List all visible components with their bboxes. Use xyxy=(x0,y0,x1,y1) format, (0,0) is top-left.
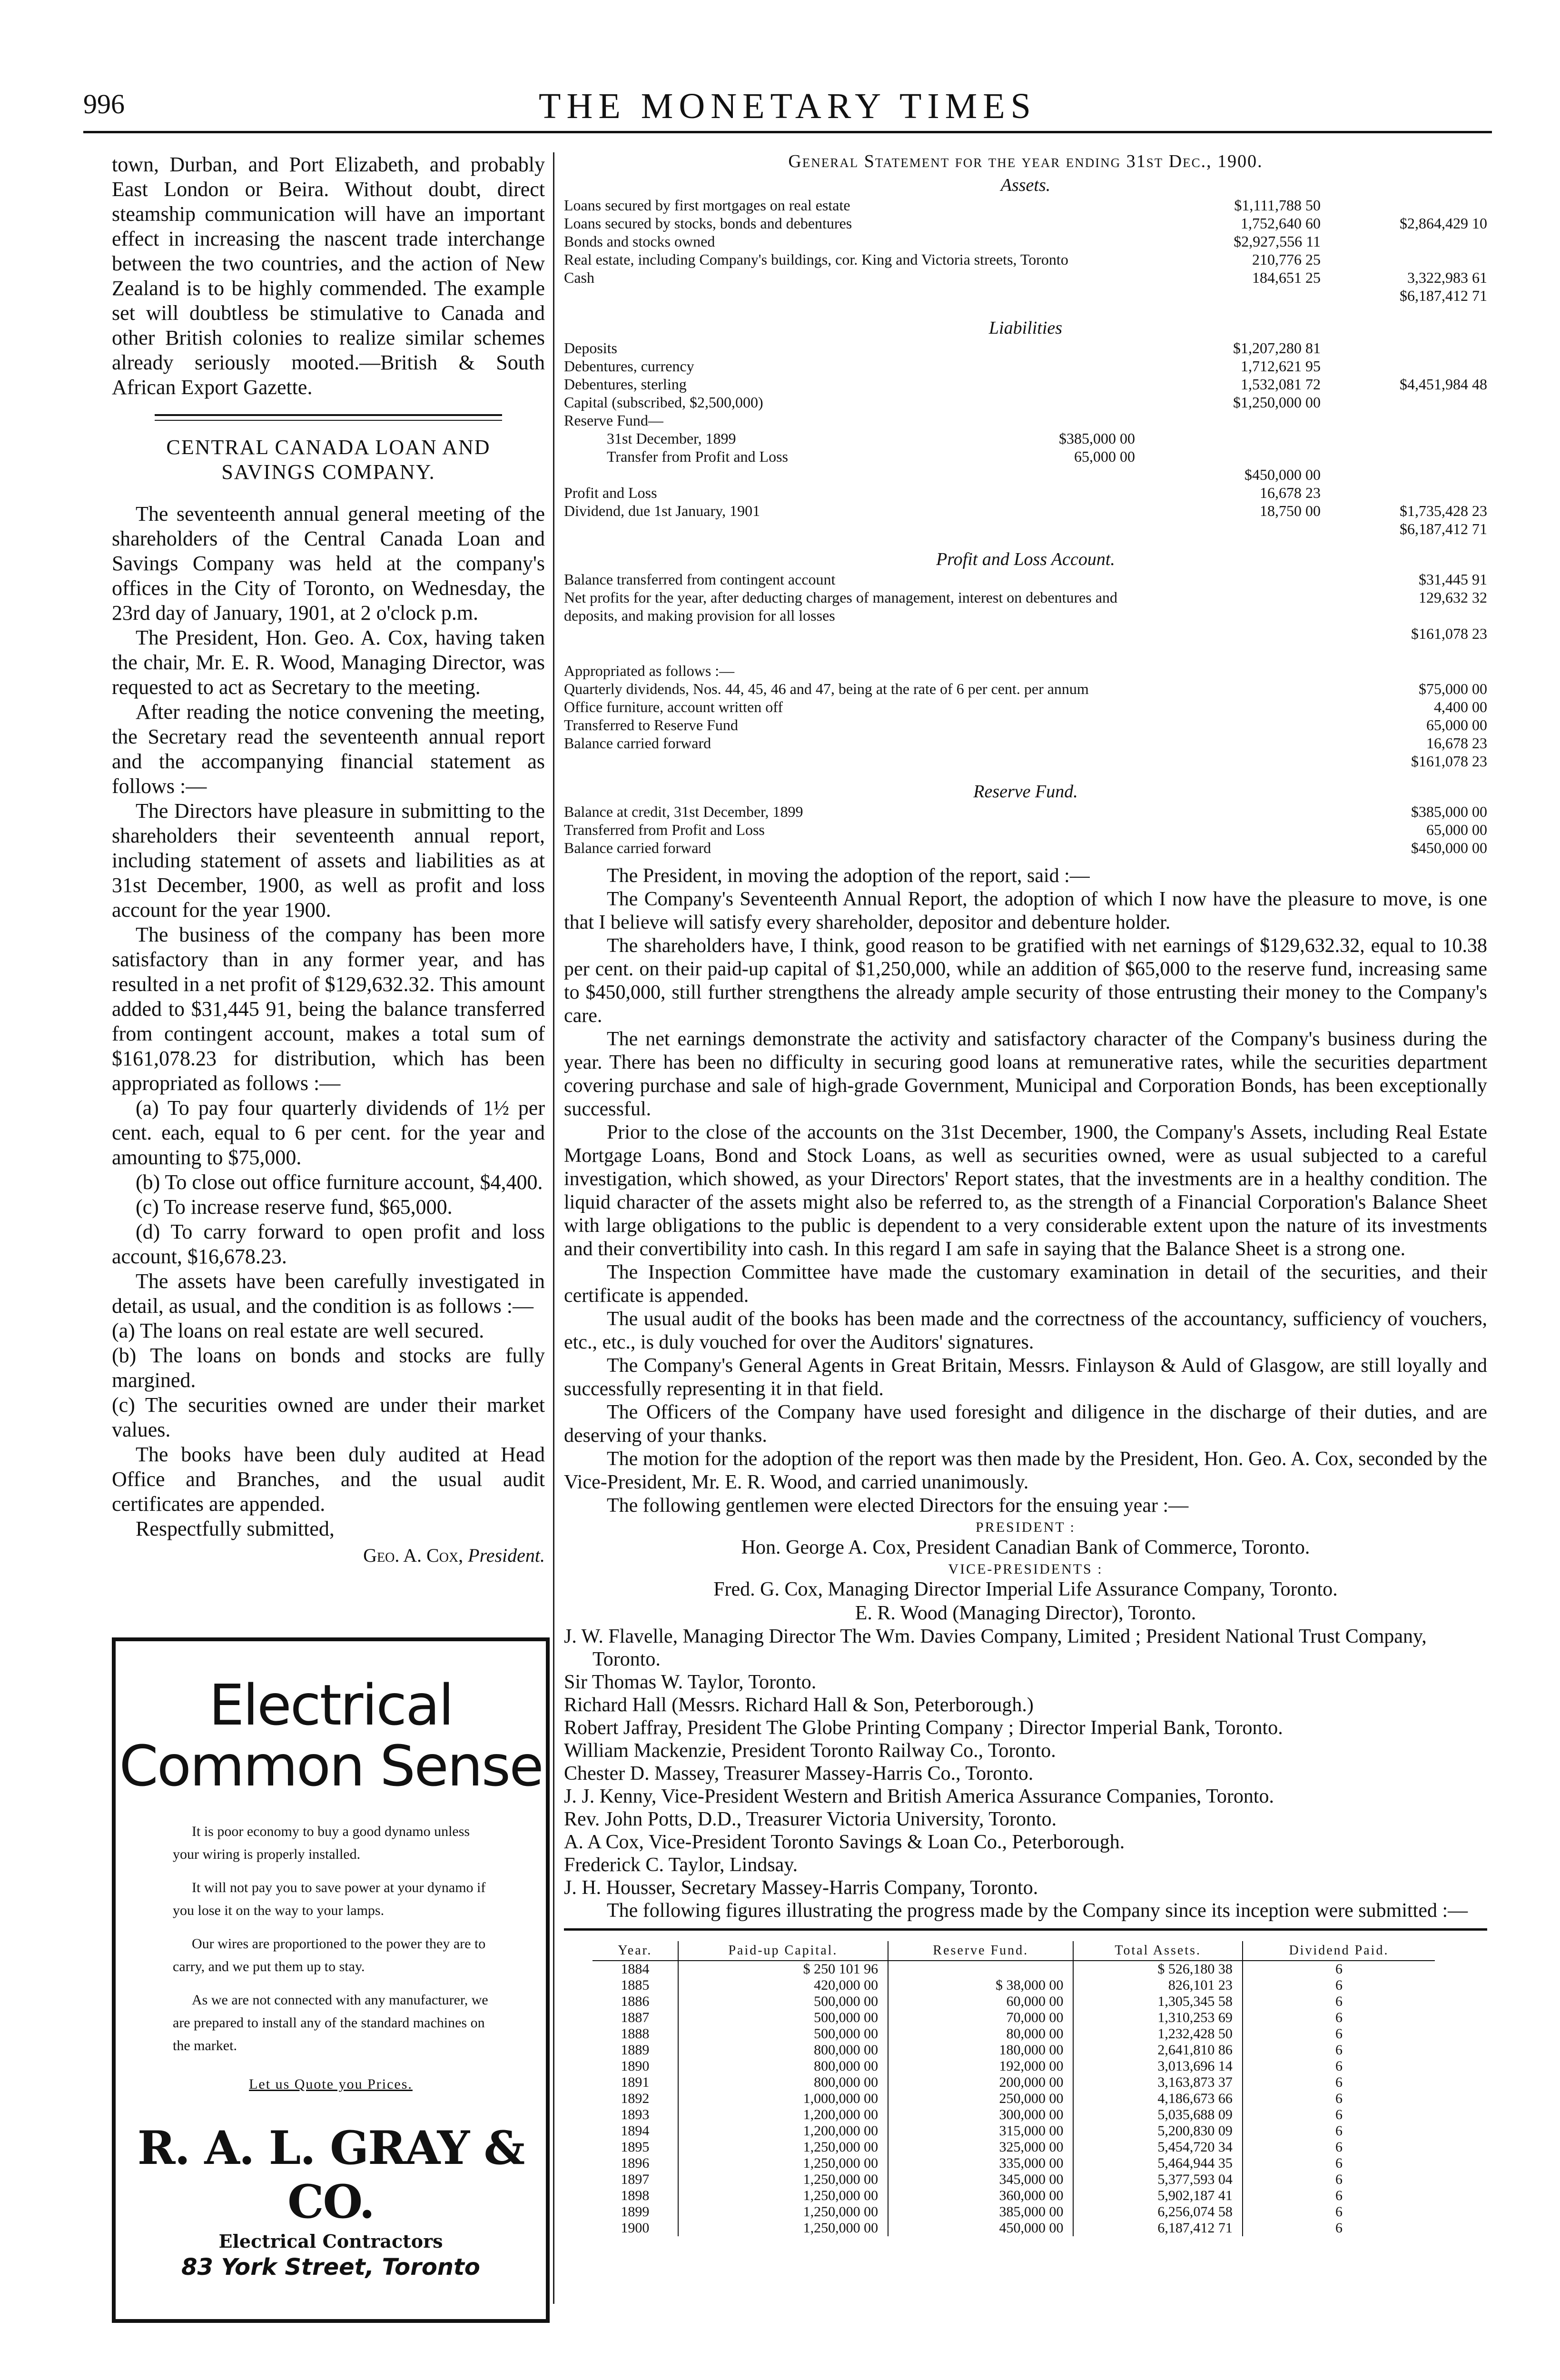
appropriation-table xyxy=(564,680,1487,770)
table-cell: 345,000 00 xyxy=(888,2172,1073,2188)
list-item: (c) To increase reserve fund, $65,000. xyxy=(136,1195,453,1219)
table-row xyxy=(592,2026,1435,2042)
director-entry: Frederick C. Taylor, Lindsay. xyxy=(564,1854,798,1876)
table-cell: 6 xyxy=(1335,2042,1343,2058)
row-label: Debentures, sterling xyxy=(564,376,687,393)
table-row xyxy=(592,2155,1435,2172)
director-entry: J. W. Flavelle, Managing Director The Wm. Davies Company, Limited ; President National Trust Company, Toronto. xyxy=(564,1626,1427,1670)
table-row xyxy=(592,2123,1435,2139)
table-cell: 1899 xyxy=(592,2204,678,2220)
row-amount: 210,776 25 xyxy=(1252,251,1321,268)
table-row xyxy=(592,2042,1435,2058)
liabilities-table-2 xyxy=(564,466,1487,538)
assets-table xyxy=(564,196,1487,305)
paragraph: The following gentlemen were elected Directors for the ensuing year :— xyxy=(607,1495,1189,1517)
column-header: Year. xyxy=(592,1941,678,1961)
paragraph: The usual audit of the books has been made and the correctness of the accountancy, sufficiency of vouchers, etc., etc., is duly vouched for over the Auditors' signatures. xyxy=(564,1308,1487,1353)
statement-row xyxy=(564,250,1487,268)
list-item: (a) To pay four quarterly dividends of 1½ per cent. each, equal to 6 per cent. for the year and amounting to $75,000. xyxy=(112,1096,545,1169)
table-row xyxy=(592,2139,1435,2155)
table-cell: 1,310,253 69 xyxy=(1073,2010,1242,2026)
table-cell: 1,200,000 00 xyxy=(678,2107,888,2123)
row-label: Debentures, currency xyxy=(564,357,694,375)
table-cell: 1895 xyxy=(592,2139,678,2155)
table-header-row xyxy=(592,1941,1435,1961)
statement-row xyxy=(564,196,1487,214)
row-amount: 1,712,621 95 xyxy=(1241,357,1321,375)
row-label: Profit and Loss xyxy=(564,484,657,501)
table-row xyxy=(592,1977,1435,1993)
table-cell: 1,000,000 00 xyxy=(678,2091,888,2107)
table-cell: 6 xyxy=(1335,2010,1343,2025)
paragraph: After reading the notice convening the meeting, the Secretary read the seventeenth annual report and the accompanying financial statement as follows :— xyxy=(112,700,545,798)
statement-row xyxy=(564,357,1487,375)
director-entry: J. J. Kenny, Vice-President Western and British America Assurance Companies, Toronto. xyxy=(564,1785,1274,1807)
table-cell: 800,000 00 xyxy=(678,2042,888,2058)
row-label: Balance at credit, 31st December, 1899 xyxy=(564,803,803,820)
table-cell: 6 xyxy=(1335,2172,1343,2187)
row-total: 16,678 23 xyxy=(1426,734,1487,752)
director-entry: J. H. Housser, Secretary Massey-Harris Company, Toronto. xyxy=(564,1877,1038,1899)
ad-quote: Let us Quote you Prices. xyxy=(249,2076,413,2092)
table-cell: 1,250,000 00 xyxy=(678,2220,888,2236)
table-cell: 1,250,000 00 xyxy=(678,2155,888,2172)
table-cell: 1888 xyxy=(592,2026,678,2042)
row-total: 65,000 00 xyxy=(1426,821,1487,838)
table-cell: 192,000 00 xyxy=(888,2058,1073,2074)
table-cell: 385,000 00 xyxy=(888,2204,1073,2220)
row-amount: $385,000 00 xyxy=(1059,430,1135,447)
row-label: Transferred to Reserve Fund xyxy=(564,716,738,734)
table-cell: 800,000 00 xyxy=(678,2058,888,2074)
row-label: Reserve Fund— xyxy=(564,412,663,429)
table-row xyxy=(592,2188,1435,2204)
statement-row xyxy=(564,393,1487,411)
table-cell: 6 xyxy=(1335,2058,1343,2074)
table-cell: 500,000 00 xyxy=(678,2026,888,2042)
table-cell: 1900 xyxy=(592,2220,678,2236)
table-row xyxy=(592,2220,1435,2236)
row-label: Capital (subscribed, $2,500,000) xyxy=(564,394,763,411)
vp-name: E. R. Wood (Managing Director), Toronto. xyxy=(855,1602,1196,1624)
table-cell: 3,013,696 14 xyxy=(1073,2058,1242,2074)
statement-row xyxy=(564,839,1487,857)
right-column xyxy=(564,152,1487,2236)
vp-name: Fred. G. Cox, Managing Director Imperial Life Assurance Company, Toronto. xyxy=(713,1578,1338,1600)
column-header: Dividend Paid. xyxy=(1243,1941,1435,1961)
table-cell: 6 xyxy=(1335,2139,1343,2155)
pl2-heading: Appropriated as follows :— xyxy=(564,662,735,679)
table-cell: 300,000 00 xyxy=(888,2107,1073,2123)
table-cell: 1884 xyxy=(592,1961,678,1977)
statement-row xyxy=(564,447,1487,466)
reserve-table xyxy=(564,803,1487,857)
statement-title: General Statement for the year ending 31st Dec., 1900. xyxy=(788,151,1263,171)
table-cell: 70,000 00 xyxy=(888,2010,1073,2026)
table-cell: 6 xyxy=(1335,2107,1343,2122)
paragraph: The President, Hon. Geo. A. Cox, having taken the chair, Mr. E. R. Wood, Managing Director, was requested to act as Secretary to the meeting. xyxy=(112,626,545,699)
header-rule xyxy=(83,131,1492,133)
paragraph: The following figures illustrating the progress made by the Company since its inception were submitted :— xyxy=(607,1900,1468,1922)
row-total: $6,187,412 71 xyxy=(1400,287,1487,304)
table-cell: 6 xyxy=(1335,2188,1343,2203)
statement-row xyxy=(564,625,1487,643)
table-cell: 450,000 00 xyxy=(888,2220,1073,2236)
row-label: Net profits for the year, after deducting charges of management, interest on debentures and xyxy=(564,589,1118,606)
table-cell: 1892 xyxy=(592,2091,678,2107)
table-cell: 6 xyxy=(1335,2091,1343,2106)
statement-row xyxy=(564,821,1487,839)
column-header: Reserve Fund. xyxy=(888,1941,1073,1961)
statement-row xyxy=(564,214,1487,232)
paragraph: The books have been duly audited at Head Office and Branches, and the usual audit certificates are appended. xyxy=(112,1443,545,1516)
signature xyxy=(112,1544,545,1567)
row-total: $6,187,412 71 xyxy=(1400,520,1487,537)
table-cell xyxy=(888,1961,1073,1977)
row-label: Office furniture, account written off xyxy=(564,698,783,715)
row-amount: $1,250,000 00 xyxy=(1233,394,1321,411)
row-total: $4,451,984 48 xyxy=(1400,376,1487,393)
row-label: Real estate, including Company's buildings, cor. King and Victoria streets, Toronto xyxy=(564,251,1068,268)
reserve-heading: Reserve Fund. xyxy=(973,782,1078,802)
paragraph: The Company's General Agents in Great Britain, Messrs. Finlayson & Auld of Glasgow, are still loyally and successfully representing it in that field. xyxy=(564,1355,1487,1400)
row-total: $1,735,428 23 xyxy=(1400,502,1487,519)
ad-text: As we are not connected with any manufacturer, we are prepared to install any of the standard machines on the market. xyxy=(173,1992,488,2053)
table-cell: 1891 xyxy=(592,2074,678,2091)
liabilities-table xyxy=(564,339,1487,429)
table-cell: 60,000 00 xyxy=(888,1993,1073,2010)
table-cell: 1,250,000 00 xyxy=(678,2139,888,2155)
paragraph: The Inspection Committee have made the customary examination in detail of the securities, and their certificate is appended. xyxy=(564,1261,1487,1307)
statement-row xyxy=(564,588,1487,606)
column-divider xyxy=(553,152,554,2304)
table-cell: 6,187,412 71 xyxy=(1073,2220,1242,2236)
pl-table xyxy=(564,570,1487,643)
president-label: PRESIDENT : xyxy=(976,1519,1076,1535)
table-cell: 6 xyxy=(1335,1961,1343,1977)
table-cell: 2,641,810 86 xyxy=(1073,2042,1242,2058)
director-entry: William Mackenzie, President Toronto Railway Co., Toronto. xyxy=(564,1740,1056,1762)
paragraph: The motion for the adoption of the report was then made by the President, Hon. Geo. A. Cox, seconded by the Vice-President, Mr. E. R. Wood, and carried unanimously. xyxy=(564,1448,1487,1493)
row-amount: 184,651 25 xyxy=(1252,269,1321,286)
president-name: Hon. George A. Cox, President Canadian Bank of Commerce, Toronto. xyxy=(741,1537,1310,1558)
statement-row xyxy=(564,752,1487,770)
row-amount: 1,532,081 72 xyxy=(1241,376,1321,393)
table-cell: 6 xyxy=(1335,2204,1343,2220)
statement-row xyxy=(564,287,1487,305)
paragraph: The assets have been carefully investigated in detail, as usual, and the condition is as follows :— xyxy=(112,1269,545,1318)
table-cell: 6 xyxy=(1335,2123,1343,2139)
row-amount: 16,678 23 xyxy=(1260,484,1321,501)
director-entry: Chester D. Massey, Treasurer Massey-Harris Co., Toronto. xyxy=(564,1763,1034,1785)
row-label: Balance carried forward xyxy=(564,839,711,856)
closing: Respectfully submitted, xyxy=(136,1517,335,1540)
row-total: $385,000 00 xyxy=(1411,803,1487,820)
row-amount: 18,750 00 xyxy=(1260,502,1321,519)
table-row xyxy=(592,2172,1435,2188)
list-item: (b) To close out office furniture account, $4,400. xyxy=(136,1170,543,1194)
paragraph: The Directors have pleasure in submitting to the shareholders their seventeenth annual report, including statement of assets and liabilities as at 31st December, 1900, as well as profit and loss account for the year 1900. xyxy=(112,799,545,922)
table-cell: 6 xyxy=(1335,2074,1343,2090)
table-cell: 1,232,428 50 xyxy=(1073,2026,1242,2042)
row-total: 129,632 32 xyxy=(1419,589,1487,606)
row-total: $161,078 23 xyxy=(1411,625,1487,642)
statement-row xyxy=(564,268,1487,287)
paragraph: The President, in moving the adoption of the report, said :— xyxy=(607,865,1090,887)
table-cell: 1893 xyxy=(592,2107,678,2123)
statement-row xyxy=(564,429,1487,447)
table-row xyxy=(592,2058,1435,2074)
row-label: Transfer from Profit and Loss xyxy=(607,448,788,465)
table-cell: 1887 xyxy=(592,2010,678,2026)
row-amount: $450,000 00 xyxy=(1244,466,1321,483)
table-cell: 1896 xyxy=(592,2155,678,2172)
paragraph: The Officers of the Company have used foresight and diligence in the discharge of their duties, and are deserving of your thanks. xyxy=(564,1401,1487,1447)
signature-title: President. xyxy=(468,1545,545,1566)
ad-title-line1: Electrical xyxy=(208,1672,453,1738)
column-header: Paid-up Capital. xyxy=(678,1941,888,1961)
table-cell: 6 xyxy=(1335,2026,1343,2042)
row-total: 4,400 00 xyxy=(1434,698,1487,715)
list-item: (b) The loans on bonds and stocks are fully margined. xyxy=(112,1344,545,1392)
statement-row xyxy=(564,570,1487,588)
table-cell: 6 xyxy=(1335,2155,1343,2171)
statement-row xyxy=(564,698,1487,716)
table-row xyxy=(592,2107,1435,2123)
row-label: deposits, and making provision for all losses xyxy=(564,607,835,624)
table-cell: 5,902,187 41 xyxy=(1073,2188,1242,2204)
table-cell: 1894 xyxy=(592,2123,678,2139)
statement-row xyxy=(564,716,1487,734)
director-entry: Rev. John Potts, D.D., Treasurer Victoria University, Toronto. xyxy=(564,1808,1057,1830)
table-cell: 1890 xyxy=(592,2058,678,2074)
row-amount: 1,752,640 60 xyxy=(1241,215,1321,232)
article-heading-line2: SAVINGS COMPANY. xyxy=(221,460,435,484)
row-label: Quarterly dividends, Nos. 44, 45, 46 and 47, being at the rate of 6 per cent. per annum xyxy=(564,680,1089,697)
row-label: Balance transferred from contingent account xyxy=(564,571,836,588)
table-cell: 1898 xyxy=(592,2188,678,2204)
statement-row xyxy=(564,606,1487,625)
table-cell: 5,377,593 04 xyxy=(1073,2172,1242,2188)
signature-name: Geo. A. Cox, xyxy=(363,1545,464,1566)
page-header xyxy=(83,79,1492,131)
statement-row xyxy=(564,803,1487,821)
ad-address: 83 York Street, Toronto xyxy=(181,2254,480,2281)
row-label: Balance carried forward xyxy=(564,734,711,752)
table-row xyxy=(592,2074,1435,2091)
table-cell: 1885 xyxy=(592,1977,678,1993)
ad-firm-name: R. A. L. GRAY & CO. xyxy=(137,2121,524,2229)
ad-subtitle: Electrical Contractors xyxy=(218,2231,443,2252)
row-total: $31,445 91 xyxy=(1419,571,1487,588)
masthead-title: THE MONETARY TIMES xyxy=(539,86,1037,126)
table-row xyxy=(592,1961,1435,1977)
paragraph: The business of the company has been more satisfactory than in any former year, and has resulted in a net profit of $129,632.32. This amount added to $31,445 91, being the balance transferred from contingent account, makes a total sum of $161,078.23 for distribution, which has been appropriated as follows :— xyxy=(112,923,545,1095)
table-row xyxy=(592,2091,1435,2107)
table-cell: 500,000 00 xyxy=(678,2010,888,2026)
table-rule xyxy=(564,1928,1487,1931)
statement-row xyxy=(564,680,1487,698)
statement-row xyxy=(564,502,1487,520)
assets-heading: Assets. xyxy=(1000,175,1051,195)
table-cell: 180,000 00 xyxy=(888,2042,1073,2058)
row-total: $161,078 23 xyxy=(1411,753,1487,770)
advertisement xyxy=(112,1637,550,2323)
statement-row xyxy=(564,466,1487,484)
row-amount: $1,111,788 50 xyxy=(1234,197,1321,214)
table-cell: 5,200,830 09 xyxy=(1073,2123,1242,2139)
row-label: 31st December, 1899 xyxy=(607,430,736,447)
table-cell: 315,000 00 xyxy=(888,2123,1073,2139)
list-item: (c) The securities owned are under their market values. xyxy=(112,1393,545,1441)
table-cell: 325,000 00 xyxy=(888,2139,1073,2155)
table-cell: $ 250 101 96 xyxy=(678,1961,888,1977)
director-entry: A. A Cox, Vice-President Toronto Savings & Loan Co., Peterborough. xyxy=(564,1831,1125,1853)
row-amount: 65,000 00 xyxy=(1074,448,1135,465)
table-cell: 826,101 23 xyxy=(1073,1977,1242,1993)
table-cell: 6 xyxy=(1335,2220,1343,2236)
table-cell: 6,256,074 58 xyxy=(1073,2204,1242,2220)
statement-row xyxy=(564,232,1487,250)
page-number: 996 xyxy=(83,89,125,119)
table-cell: 1,250,000 00 xyxy=(678,2188,888,2204)
table-cell: 1897 xyxy=(592,2172,678,2188)
article-heading-line1: CENTRAL CANADA LOAN AND xyxy=(166,436,491,459)
table-cell: 420,000 00 xyxy=(678,1977,888,1993)
director-entry: Richard Hall (Messrs. Richard Hall & Son, Peterborough.) xyxy=(564,1694,1034,1716)
statement-row xyxy=(564,734,1487,752)
table-cell: 1,305,345 58 xyxy=(1073,1993,1242,2010)
ad-text: Our wires are proportioned to the power they are to carry, and we put them up to stay. xyxy=(173,1936,486,1974)
ad-text: It is poor economy to buy a good dynamo unless your wiring is properly installed. xyxy=(173,1824,470,1862)
director-entry: Robert Jaffray, President The Globe Printing Company ; Director Imperial Bank, Toronto. xyxy=(564,1717,1283,1739)
reserve-lines xyxy=(564,429,1487,466)
table-cell: 360,000 00 xyxy=(888,2188,1073,2204)
statement-row xyxy=(564,375,1487,393)
table-row xyxy=(592,1993,1435,2010)
list-item: (a) The loans on real estate are well secured. xyxy=(112,1319,484,1342)
row-total: $2,864,429 10 xyxy=(1400,215,1487,232)
row-total: $75,000 00 xyxy=(1419,680,1487,697)
table-cell: 1886 xyxy=(592,1993,678,2010)
row-total: 3,322,983 61 xyxy=(1407,269,1487,286)
president-speech xyxy=(564,864,1487,1517)
statement-row xyxy=(564,339,1487,357)
section-divider xyxy=(155,414,502,421)
column-header: Total Assets. xyxy=(1073,1941,1242,1961)
list-item: (d) To carry forward to open profit and loss account, $16,678.23. xyxy=(112,1220,545,1268)
row-total: $450,000 00 xyxy=(1411,839,1487,856)
paragraph: The net earnings demonstrate the activity and satisfactory character of the Company's business during the year. There has been no difficulty in securing good loans at remunerative rates, while the securities department covering purchase and sale of high-grade Government, Municipal and Corporation Bonds, has been exceptionally successful. xyxy=(564,1028,1487,1120)
pl-heading: Profit and Loss Account. xyxy=(936,549,1115,569)
row-amount: $1,207,280 81 xyxy=(1233,339,1321,357)
table-cell: 335,000 00 xyxy=(888,2155,1073,2172)
table-cell: 6 xyxy=(1335,1993,1343,2009)
table-cell: 4,186,673 66 xyxy=(1073,2091,1242,2107)
statement-row xyxy=(564,484,1487,502)
table-row xyxy=(592,2010,1435,2026)
left-column xyxy=(112,152,545,1567)
row-label: Loans secured by stocks, bonds and debentures xyxy=(564,215,852,232)
article-continuation: town, Durban, and Port Elizabeth, and probably East London or Beira. Without doubt, direct steamship communication will have an important effect in increasing the nascent trade interchange between the two countries, and the action of New Zealand is to be highly commended. The example set will doubtless be stimulative to Canada and other British colonies to realize similar schemes already seriously mooted.—British & South African Export Gazette. xyxy=(112,153,545,399)
row-total: 65,000 00 xyxy=(1426,716,1487,734)
table-cell: 800,000 00 xyxy=(678,2074,888,2091)
table-body xyxy=(592,1961,1435,2236)
table-cell: 250,000 00 xyxy=(888,2091,1073,2107)
table-cell: 5,454,720 34 xyxy=(1073,2139,1242,2155)
table-cell: 200,000 00 xyxy=(888,2074,1073,2091)
table-cell: 5,035,688 09 xyxy=(1073,2107,1242,2123)
row-label: Transferred from Profit and Loss xyxy=(564,821,765,838)
table-cell: 5,464,944 35 xyxy=(1073,2155,1242,2172)
ad-title-line2: Common Sense xyxy=(119,1733,543,1799)
table-cell: 500,000 00 xyxy=(678,1993,888,2010)
vp-label: VICE-PRESIDENTS : xyxy=(948,1561,1103,1577)
statement-row xyxy=(564,520,1487,538)
table-cell: 3,163,873 37 xyxy=(1073,2074,1242,2091)
ad-copy xyxy=(173,1820,489,2057)
table-cell: $ 526,180 38 xyxy=(1073,1961,1242,1977)
row-label: Cash xyxy=(564,269,594,286)
paragraph: The Company's Seventeenth Annual Report, the adoption of which I now have the pleasure to move, is one that I believe will satisfy every shareholder, depositor and debenture holder. xyxy=(564,888,1487,933)
row-label: Dividend, due 1st January, 1901 xyxy=(564,502,760,519)
paragraph: The shareholders have, I think, good reason to be gratified with net earnings of $129,632.32, equal to 10.38 per cent. on their paid-up capital of $1,250,000, while an addition of $65,000 to the reserve fund, increasing same to $450,000, still further strengthens the already ample security of those entrusting their money to the Company's care. xyxy=(564,935,1487,1027)
row-amount: $2,927,556 11 xyxy=(1234,233,1321,250)
progress-table xyxy=(592,1941,1435,2236)
directors xyxy=(564,1519,1487,1923)
table-cell: 1,250,000 00 xyxy=(678,2204,888,2220)
table-cell: 6 xyxy=(1335,1977,1343,1993)
table-row xyxy=(592,2204,1435,2220)
row-label: Bonds and stocks owned xyxy=(564,233,715,250)
table-cell: 1889 xyxy=(592,2042,678,2058)
director-list xyxy=(564,1625,1487,1899)
table-cell: $ 38,000 00 xyxy=(888,1977,1073,1993)
row-label: Deposits xyxy=(564,339,617,357)
table-cell: 80,000 00 xyxy=(888,2026,1073,2042)
paragraph: The seventeenth annual general meeting of the shareholders of the Central Canada Loan and Savings Company was held at the company's offices in the City of Toronto, on Wednesday, the 23rd day of January, 1901, at 2 o'clock p.m. xyxy=(112,502,545,625)
table-cell: 1,250,000 00 xyxy=(678,2172,888,2188)
director-entry: Sir Thomas W. Taylor, Toronto. xyxy=(564,1671,817,1693)
paragraph: Prior to the close of the accounts on the 31st December, 1900, the Company's Assets, including Real Estate Mortgage Loans, Bond and Stock Loans, as well as securities owned, were as usual subjected to a careful investigation, which showed, as your Directors' Report states, that the investments are in a healthy condition. The liquid character of the assets might also be referred to, as the strength of a Financial Corporation's Balance Sheet with large obligations to the public is dependent to a very considerable extent upon the nature of its investments and their convertibility into cash. In this regard I am safe in saying that the Balance Sheet is a strong one. xyxy=(564,1121,1487,1260)
liabilities-heading: Liabilities xyxy=(988,318,1063,338)
table-cell: 1,200,000 00 xyxy=(678,2123,888,2139)
statement-row xyxy=(564,411,1487,429)
general-statement xyxy=(564,152,1487,857)
ad-text: It will not pay you to save power at your dynamo if you lose it on the way to your lamps. xyxy=(173,1880,486,1918)
row-label: Loans secured by first mortgages on real estate xyxy=(564,197,850,214)
